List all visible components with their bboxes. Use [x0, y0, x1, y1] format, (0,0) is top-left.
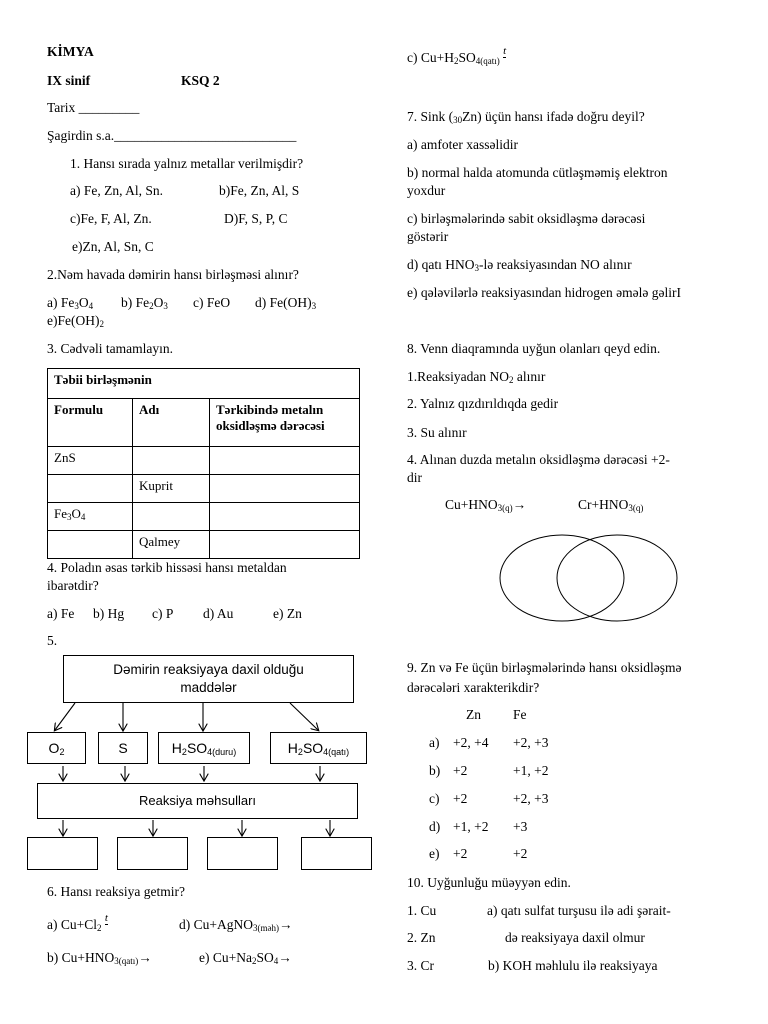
col-header-oxidation: Tərkibində metalın oksidləşmə dərəcəsi: [210, 399, 360, 447]
product-answer-box[interactable]: [117, 837, 188, 870]
reactant-box-o2: $O_2$: [27, 732, 86, 764]
q9-option-c-zn: +2: [453, 791, 468, 806]
q10-left-2: 2. Zn: [407, 930, 436, 945]
q9-option-a-zn: +2, +4: [453, 735, 489, 750]
q4-option-a[interactable]: a) Fe: [47, 606, 75, 621]
q4-question-line2: ibarətdir?: [47, 578, 99, 593]
q7-option-d[interactable]: d) qatı $HNO_3-lə$ reaksiyasından NO alınır: [407, 257, 632, 273]
table-cell: Qalmey: [133, 531, 210, 559]
table-cell: $Fe_3O_4$: [48, 503, 133, 531]
q9-option-e-fe: +2: [513, 846, 528, 861]
q9-col-zn: Zn: [466, 707, 481, 722]
table-cell: ZnS: [48, 447, 133, 475]
q4-question-line1: 4. Poladın əsas tərkib hissəsi hansı metaldan: [47, 560, 287, 575]
q1-option-c[interactable]: c)Fe, F, Al, Zn.: [70, 211, 152, 226]
q6-option-d[interactable]: d) Cu+AgNO$_{3(məh)}$→: [179, 917, 293, 933]
q9-question-line1: 9. Zn və Fe üçün birləşmələrində hansı oksidləşmə: [407, 660, 682, 675]
q6-option-a[interactable]: a) $Cu+Cl_2$ $^t$: [47, 912, 108, 933]
table-cell: Kuprit: [133, 475, 210, 503]
venn-right-label: $Cr+HNO_{3(q)}$: [578, 497, 644, 513]
q4-option-d[interactable]: d) Au: [203, 606, 234, 621]
table-title: Təbii birləşmənin: [48, 369, 360, 399]
q6-question: 6. Hansı reaksiya getmir?: [47, 884, 185, 899]
q8-question: 8. Venn diaqramında uyğun olanları qeyd edin.: [407, 341, 661, 356]
q9-option-a-fe: +2, +3: [513, 735, 549, 750]
q10-right-a: a) qatı sulfat turşusu ilə adi şərait-: [487, 903, 671, 918]
q1-option-b[interactable]: b)Fe, Zn, Al, S: [219, 183, 300, 198]
q7-question: 7. Sink $(_{30}Zn)$ üçün hansı ifadə doğru deyil?: [407, 109, 645, 125]
q2-option-c[interactable]: c) FeO: [193, 295, 231, 310]
q2-option-a[interactable]: a) $Fe_3O_4$: [47, 295, 94, 311]
col-header-formula: Formulu: [48, 399, 133, 447]
q4-option-b[interactable]: b) Hg: [93, 606, 125, 621]
reactant-box-s: S: [98, 732, 148, 764]
product-answer-box[interactable]: [301, 837, 372, 870]
q8-statement-4-line1: 4. Alınan duzda metalın oksidləşmə dərəcəsi +2-: [407, 452, 670, 467]
q10-right-a-cont: də reaksiyaya daxil olmur: [505, 930, 645, 945]
reactants-header-box: Dəmirin reaksiyaya daxil olduğu maddələr: [63, 655, 354, 703]
q10-right-b: b) KOH məhlulu ilə reaksiyaya: [488, 958, 658, 973]
q10-left-1: 1. Cu: [407, 903, 437, 918]
q4-option-c[interactable]: c) P: [152, 606, 174, 621]
q7-option-c-line1[interactable]: c) birləşmələrində sabit oksidləşmə dərəcəsi: [407, 211, 646, 226]
subject-title: KİMYA: [47, 44, 94, 59]
q9-option-e[interactable]: e): [429, 846, 440, 861]
product-answer-box[interactable]: [207, 837, 278, 870]
q9-option-d[interactable]: d): [429, 819, 441, 834]
q8-statement-4-line2: dir: [407, 470, 422, 485]
q1-option-e[interactable]: e)Zn, Al, Sn, C: [72, 239, 154, 254]
product-answer-box[interactable]: [27, 837, 98, 870]
q1-question: 1. Hansı sırada yalnız metallar verilmişdir?: [70, 156, 304, 171]
q7-option-e[interactable]: e) qələvilərlə reaksiyasından hidrogen əmələ gəlirI: [407, 285, 682, 300]
q5-number: 5.: [47, 633, 58, 648]
q8-statement-2: 2. Yalnız qızdırıldıqda gedir: [407, 396, 559, 411]
q9-question-line2: dərəcələri xarakterikdir?: [407, 680, 540, 695]
venn-diagram[interactable]: [495, 532, 685, 627]
q7-option-c-line2[interactable]: göstərir: [407, 229, 449, 244]
venn-left-circle[interactable]: [500, 535, 624, 621]
q2-question: 2.Nəm havada dəmirin hansı birləşməsi alınır?: [47, 267, 299, 282]
q9-option-c[interactable]: c): [429, 791, 440, 806]
q3-question: 3. Cədvəli tamamlayın.: [47, 341, 173, 356]
q10-question: 10. Uyğunluğu müəyyən edin.: [407, 875, 571, 890]
q9-option-b-fe: +1, +2: [513, 763, 549, 778]
q6-option-e[interactable]: e) $Cu+Na_2SO_4\to$: [199, 950, 292, 966]
q9-option-b[interactable]: b): [429, 763, 441, 778]
date-field[interactable]: Tarix _________: [47, 100, 140, 115]
q8-statement-3: 3. Su alınır: [407, 425, 467, 440]
q9-option-b-zn: +2: [453, 763, 468, 778]
q9-option-c-fe: +2, +3: [513, 791, 549, 806]
q7-option-b-line2[interactable]: yoxdur: [407, 183, 446, 198]
q1-option-d[interactable]: D)F, S, P, C: [224, 211, 288, 226]
q6-option-c[interactable]: c) $Cu+H_2SO_{4(qatı)}$ $^t$: [407, 45, 507, 66]
q2-option-d[interactable]: d) $Fe(OH)_3$: [255, 295, 317, 311]
q4-option-e[interactable]: e) Zn: [273, 606, 302, 621]
q7-option-a[interactable]: a) amfoter xassəlidir: [407, 137, 518, 152]
q10-left-3: 3. Cr: [407, 958, 434, 973]
reactant-box-h2so4-dilute: $H_2SO_{4(duru)}$: [158, 732, 250, 764]
q2-option-e[interactable]: $e)Fe(OH)_2$: [47, 313, 104, 329]
q2-option-b[interactable]: b) $Fe_2O_3$: [121, 295, 168, 311]
q9-col-fe: Fe: [513, 707, 527, 722]
q1-option-a[interactable]: a) Fe, Zn, Al, Sn.: [70, 183, 163, 198]
reactant-box-h2so4-conc: $H_2SO_{4(qatı)}$: [270, 732, 367, 764]
test-label: KSQ 2: [181, 73, 220, 88]
col-header-name: Adı: [133, 399, 210, 447]
q8-statement-1: 1.Reaksiyadan $NO_2$ alınır: [407, 369, 546, 385]
q7-option-b-line1[interactable]: b) normal halda atomunda cütləşməmiş elektron: [407, 165, 668, 180]
q9-option-d-zn: +1, +2: [453, 819, 489, 834]
student-name-field[interactable]: Şagirdin s.a.___________________________: [47, 128, 297, 143]
products-box: Reaksiya məhsulları: [37, 783, 358, 819]
q9-option-d-fe: +3: [513, 819, 528, 834]
q6-option-b[interactable]: b) $Cu+HNO_{3(qatı)}\to$: [47, 950, 152, 966]
venn-left-label: $Cu+HNO_{3(q)}\to$: [445, 497, 527, 513]
q9-option-e-zn: +2: [453, 846, 468, 861]
venn-right-circle[interactable]: [557, 535, 677, 621]
grade-label: IX sinif: [47, 73, 91, 88]
q9-option-a[interactable]: a): [429, 735, 440, 750]
